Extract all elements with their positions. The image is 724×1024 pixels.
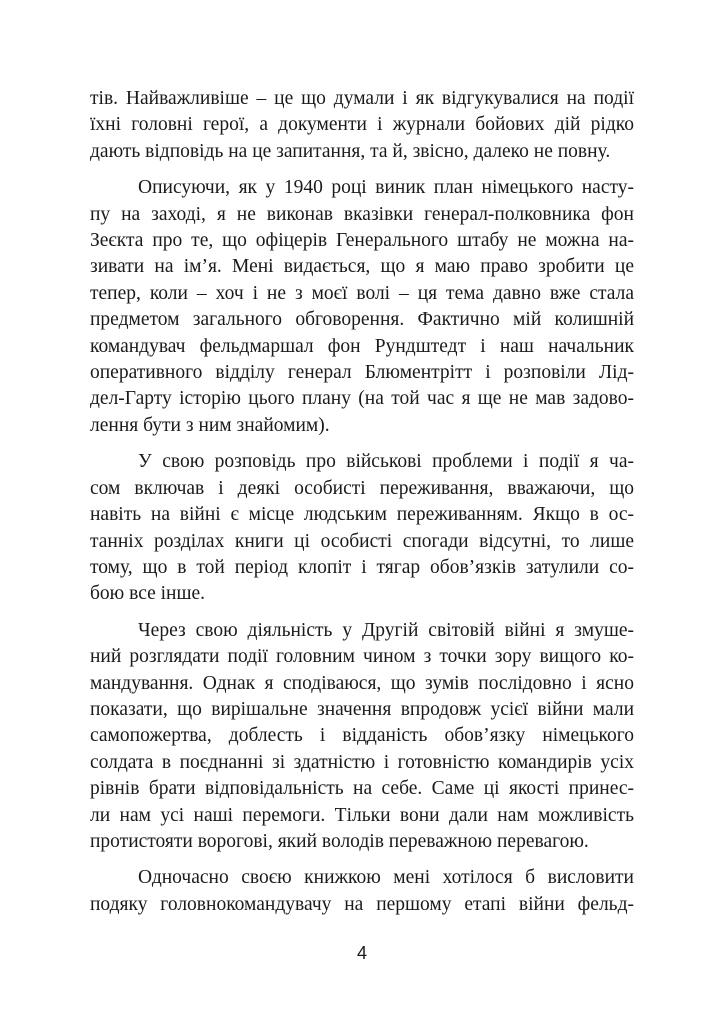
paragraph-2 (90, 175, 634, 439)
paragraph-4 (90, 618, 634, 856)
paragraph-1 (90, 86, 634, 165)
text-line: солдата в поєднанні зі здатністю і готовністю командирів усіх (90, 751, 634, 773)
text-line: показати, що вирішальне значення впродовж усієї війни мали (90, 698, 634, 720)
text-line: їхні головні герої, а документи і журнали бойових дій рідко (90, 114, 634, 136)
text-line: командувач фельдмаршал фон Рундштедт і наш начальник (90, 335, 634, 357)
text-line: сом включав і деякі особисті переживання, вважаючи, що (90, 477, 634, 499)
text-line: протистояти ворогові, який володів переважною перевагою. (90, 830, 589, 852)
paragraph-5 (90, 865, 634, 918)
text-line: подяку головнокомандувачу на першому етапі війни фельд- (90, 893, 634, 915)
text-line: навіть на війні є місце людським переживанням. Якщо в ос- (90, 504, 634, 526)
text-line: Через свою діяльність у Другій світовій війні я змуше- (138, 619, 634, 641)
text-line: бою все інше. (90, 583, 206, 605)
text-line: рівнів брати відповідальність на себе. Саме ці якості принес- (90, 778, 634, 800)
text-line: предметом загального обговорення. Фактично мій колишній (90, 309, 634, 331)
text-line: лення бути з ним знайомим). (90, 414, 330, 436)
text-line: тепер, коли – хоч і не з моєї волі – ця тема давно вже стала (90, 282, 634, 304)
text-line: танніх розділах книги ці особисті спогади відсутні, то лише (90, 530, 634, 552)
text-line: дел-Гарту історію цього плану (на той час я ще не мав задово- (90, 388, 634, 410)
page-number: 4 (356, 943, 367, 963)
page-body (90, 86, 634, 928)
text-line: ний розглядати події головним чином з точки зору вищого ко- (90, 646, 634, 668)
text-line: самопожертва, доблесть і відданість обов’язку німецького (90, 725, 634, 747)
text-line: Описуючи, як у 1940 році виник план німецького насту- (138, 177, 634, 199)
text-line: мандування. Однак я сподіваюся, що зумів послідовно і ясно (90, 672, 634, 694)
text-line: дають відповідь на це запитання, та й, звісно, далеко не повну. (90, 140, 611, 162)
text-line: Зеєкта про те, що офіцерів Генерального штабу не можна на- (90, 230, 634, 252)
text-line: тів. Найважливіше – це що думали і як відгукувалися на події (90, 88, 634, 109)
text-line: зивати на ім’я. Мені видається, що я маю право зробити це (90, 256, 634, 278)
text-line: Одночасно своєю книжкою мені хотілося б висловити (138, 867, 634, 889)
paragraph-3 (90, 449, 634, 607)
text-line: пу на заході, я не виконав вказівки генерал-полковника фон (90, 203, 634, 225)
text-line: ли нам усі наші перемоги. Тільки вони дали нам можливість (90, 804, 634, 826)
text-line: оперативного відділу генерал Блюментрітт і розповіли Лід- (90, 362, 634, 384)
text-line: тому, що в той період клопіт і тягар обов’язків затулили со- (90, 556, 634, 578)
text-line: У свою розповідь про військові проблеми і події я ча- (138, 451, 634, 473)
